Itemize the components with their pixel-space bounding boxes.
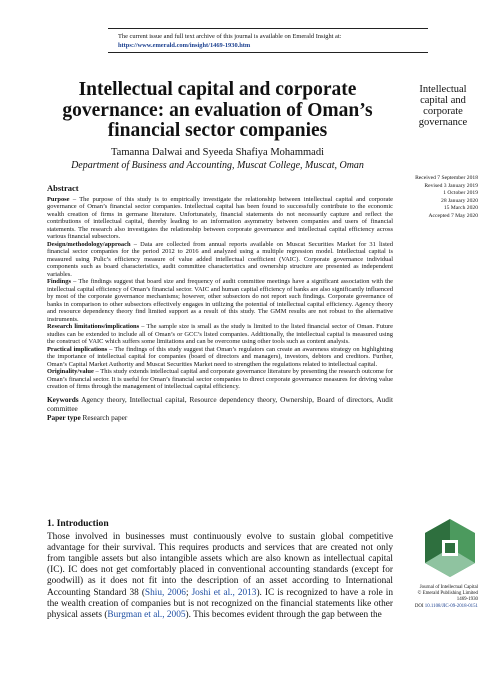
originality-text: – This study extends intellectual capital and corporate governance literature by presenting the research outcome for Oman’s financial sector. It is useful for Oman’s financial sector companies to direct corporate governance measures for driving value creation of firms through the management of intellectual capital efficiency. [47, 368, 393, 390]
journal-doi [396, 604, 478, 610]
abstract-findings [47, 278, 393, 323]
journal-cover-logo [423, 518, 477, 578]
doi-link[interactable]: 10.1108/JIC-09-2018-0151 [424, 603, 478, 609]
date-accepted: Accepted 7 May 2020 [428, 212, 478, 219]
running-title: Intellectual capital and corporate governance [418, 84, 468, 128]
header-rule-bottom [108, 52, 428, 53]
introduction [47, 518, 393, 621]
paper-authors: Tamanna Dalwai and Syeeda Shafiya Mohammadi [111, 147, 324, 158]
citation-shiu-2006[interactable]: Shiu, 2006 [144, 587, 186, 598]
journal-copyright: © Emerald Publishing Limited [417, 591, 478, 597]
design-text: – Data are collected from annual reports available on Muscat Securities Market for 31 listed financial sector companies for the period 2012 to 2016 and analyzed using a multiple regression model. Intellectual capital is measured using Pulic’s efficiency measure of value added intellectual coefficient (VAIC). Corporate governance individual components such as board characteristics, audit committee characteristics and ownership structure are presented as independent variables. [47, 240, 393, 278]
paper-type [47, 413, 393, 422]
paper-type-text: Research paper [80, 412, 128, 422]
findings-label: Findings [47, 278, 71, 285]
introduction-heading: 1. Introduction [47, 518, 109, 529]
journal-name: Journal of Intellectual Capital [419, 585, 478, 590]
intro-text-2: ; [185, 587, 192, 598]
date-revised-2: 1 October 2019 [443, 190, 478, 197]
limitations-text: – The sample size is small as the study is limited to the listed financial sector of Oman. Future studies can be extended to include all of Oman’s or GCC’s listed companies. Additionally, the intellectual capital is measured using the construct of VAIC which suffers some limitations and can be overcome using other tools such as content analysis. [47, 323, 393, 345]
journal-info [396, 585, 478, 610]
paper-affiliation: Department of Business and Accounting, Muscat College, Muscat, Oman [71, 160, 364, 171]
abstract-heading: Abstract [47, 183, 79, 193]
date-revised-1: Revised 3 January 2019 [424, 182, 478, 189]
date-revised-4: 15 March 2020 [443, 205, 478, 212]
intro-text-4: ). This becomes evident through the gap between the [185, 609, 382, 620]
abstract-originality [47, 368, 393, 391]
limitations-label: Research limitations/implications [47, 323, 140, 330]
purpose-label: Purpose [47, 195, 70, 203]
abstract-design [47, 241, 393, 279]
paper-title: Intellectual capital and corporate governance: an evaluation of Oman’s financial sector companies [62, 79, 373, 141]
access-notice [118, 32, 418, 50]
practical-text: – The findings of this study suggest that Oman’s regulators can create an awareness strategy on highlighting the importance of intellectual capital for companies (board of directors and managers), investors, debtors and creditors. Further, Oman’s Capital Market Authority and Muscat Securities Market need to strengthen the regulations related to intellectual capital. [47, 345, 393, 368]
journal-issn: 1469-1930 [456, 597, 478, 603]
history-dates [396, 175, 478, 221]
intro-text-1: Those involved in businesses must continuously evolve to sustain global competitive advantage for their survival. This requires products and services that are created not only from tangible assets but also intangible assets which are also known as intellectual capital (IC). IC does not get comfortably placed in conventional accounting standards (except for goodwill) as it does not fit into the description of an asset according to International Accounting Standard 38 ( [47, 532, 393, 598]
keywords [47, 395, 393, 413]
date-received: Received 7 September 2018 [415, 175, 478, 181]
findings-text: – The findings suggest that board size and frequency of audit committee meetings have a significant association with the intellectual capital efficiency of Oman’s financial sector. VAIC and human capital efficiency of banks are also significantly influenced by most of the corporate governance mechanisms; however, other subsectors do not report such findings. Corporate governance of banks in comparison to other subsectors effectively engages in utilizing the potential of intellectual capital efficiency. Agency theory and resource dependency theory find limited support as a result of this study. The GMM results are not robust to the alternative instruments. [47, 278, 393, 323]
keywords-text: Agency theory, Intellectual capital, Resource dependency theory, Ownership, Board of directors, Audit committee [47, 394, 393, 413]
introduction-paragraph [47, 532, 393, 621]
citation-joshi-2013[interactable]: Joshi et al., 2013 [191, 587, 257, 598]
originality-label: Originality/value [47, 368, 94, 375]
design-label: Design/methodology/approach [47, 240, 131, 248]
header-rule-top [108, 28, 428, 29]
journal-link[interactable]: https://www.emerald.com/insight/1469-1930.htm [118, 42, 251, 49]
logo-inner-mark [445, 543, 455, 553]
abstract-limitations [47, 323, 393, 346]
abstract-practical [47, 346, 393, 369]
date-revised-3: 28 January 2020 [441, 197, 478, 204]
abstract-purpose [47, 196, 393, 241]
access-notice-text: The current issue and full text archive of this journal is available on Emerald Insight at: [118, 33, 342, 40]
practical-label: Practical implications [47, 345, 108, 353]
doi-label: DOI [414, 603, 425, 609]
intro-text-3: ). IC is recognized to have a role in the wealth creation of companies but is not recognized on the financial statements like other physical assets ( [47, 587, 394, 620]
abstract [47, 185, 393, 422]
citation-burgman-2005[interactable]: Burgman et al., 2005 [107, 609, 186, 620]
purpose-text: – The purpose of this study is to empirically investigate the relationship between intellectual capital and corporate governance of Oman’s financial sector companies. Intellectual capital has been found to successfully contribute to the economic wealth creation of firms in germane literature. Unfortunately, financial statements do not necessarily capture and reflect the contributions of intellectual capital, thereby leading to an information asymmetry between companies and users of financial statements. The research also investigates the relationship between corporate governance and intellectual capital efficiency across various financial subsectors. [47, 195, 393, 240]
paper-type-label: Paper type [47, 412, 81, 422]
keywords-label: Keywords [47, 394, 79, 404]
